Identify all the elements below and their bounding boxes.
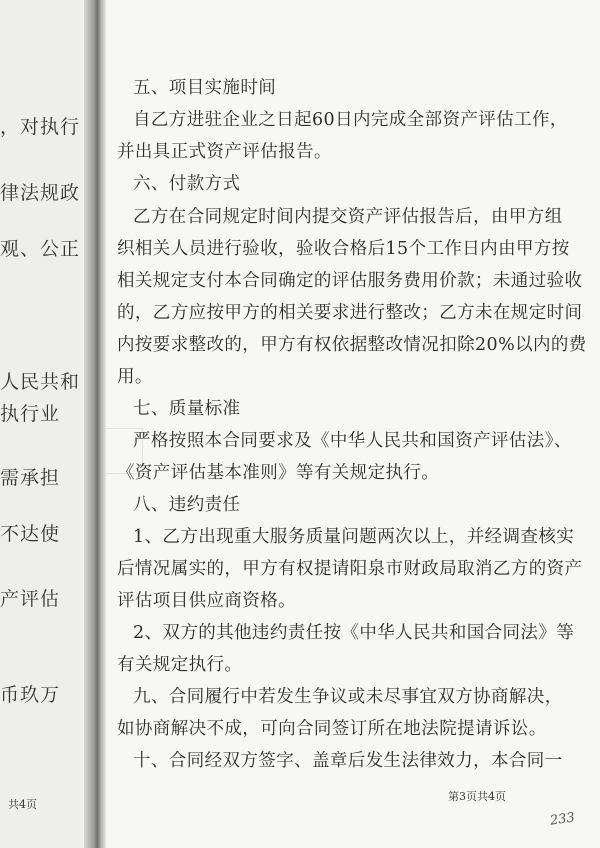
paragraph-line: 九、合同履行中若发生争议或未尽事宜双方协商解决， [133, 687, 563, 707]
paragraph-line: 并出具正式资产评估报告。 [117, 142, 332, 162]
paragraph-line: 内按要求整改的，甲方有权依据整改情况扣除20%以内的费 [117, 335, 587, 355]
left-page-fragment: 需承担 [0, 467, 61, 489]
paragraph-line: 后情况属实的，甲方有权提请阳泉市财政局取消乙方的资产 [117, 559, 583, 579]
left-page-fragment: 币玖万 [0, 684, 61, 706]
paragraph-line: 的，乙方应按甲方的相关要求进行整改；乙方未在规定时间 [117, 303, 583, 323]
adjacent-page [0, 0, 92, 848]
paragraph-line: 严格按照本合同要求及《中华人民共和国资产评估法》、 [133, 431, 572, 451]
paragraph-line: 评估项目供应商资格。 [117, 591, 296, 611]
paragraph-line: 自乙方进驻企业之日起60日内完成全部资产评估工作， [133, 110, 568, 130]
book-binding-shadow [84, 0, 106, 848]
left-page-fragment: 产评估 [0, 588, 61, 610]
paragraph-line: 如协商解决不成，可向合同签订所在地法院提请诉讼。 [117, 719, 547, 739]
paragraph-line: 有关规定执行。 [117, 655, 243, 675]
left-page-fragment: ，对执行 [0, 116, 81, 138]
section-heading: 五、项目实施时间 [133, 78, 277, 98]
paragraph-line: 织相关人员进行验收，验收合格后15个工作日内由甲方按 [117, 239, 570, 259]
paragraph-line: 乙方在合同规定时间内提交资产评估报告后，由甲方组 [133, 207, 563, 227]
paragraph-line: 相关规定支付本合同确定的评估服务费用价款；未通过验收 [117, 271, 583, 291]
left-page-footer: 共4页 [8, 798, 37, 811]
section-heading: 八、违约责任 [133, 495, 241, 515]
left-page-fragment: 不达使 [0, 523, 61, 545]
section-heading: 六、付款方式 [133, 174, 241, 194]
handwritten-page-number: 233 [549, 810, 576, 829]
left-page-fragment: 执行业 [0, 403, 61, 425]
paragraph-line: 《资产评估基本准则》等有关规定执行。 [117, 463, 440, 483]
left-page-fragment: 律法规政 [0, 182, 81, 204]
page-number-footer: 第3页共4页 [448, 790, 506, 803]
paragraph-line: 十、合同经双方签字、盖章后发生法律效力，本合同一 [133, 751, 563, 771]
paragraph-line: 用。 [117, 367, 153, 387]
left-page-fragment: 人民共和 [0, 371, 81, 393]
left-page-fragment: 观、公正 [0, 238, 81, 260]
paragraph-line: 1、乙方出现重大服务质量问题两次以上，并经调查核实 [133, 527, 575, 547]
section-heading: 七、质量标准 [133, 399, 241, 419]
paragraph-line: 2、双方的其他违约责任按《中华人民共和国合同法》等 [133, 623, 575, 643]
document-page [106, 0, 600, 848]
